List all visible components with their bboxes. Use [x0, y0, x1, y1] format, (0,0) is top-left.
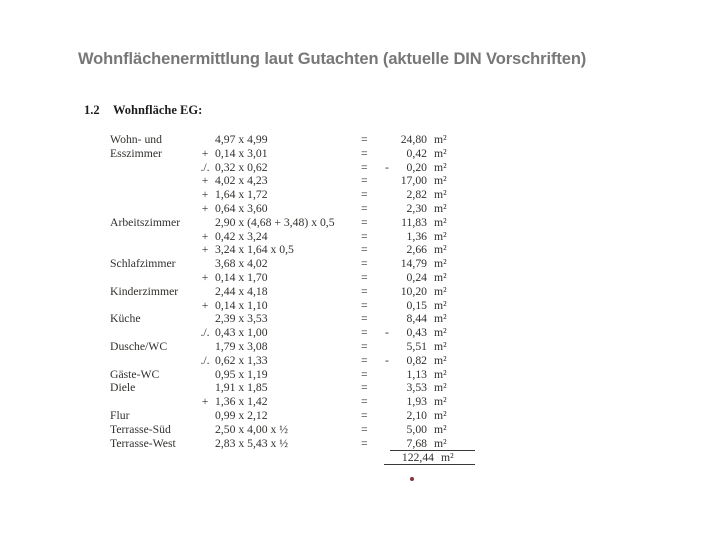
row-expression: 0,14 x 1,70: [215, 270, 268, 284]
row-value: 2,10: [406, 408, 427, 422]
table-row: [110, 312, 463, 326]
row-unit: m²: [434, 436, 447, 450]
row-value: 3,53: [406, 381, 427, 395]
row-value: 0,15: [406, 298, 427, 312]
row-equals-sign: =: [361, 229, 368, 243]
row-equals-sign: =: [361, 395, 368, 409]
row-operator: [195, 368, 215, 382]
row-minus-sign: [383, 368, 397, 382]
total-unit: m²: [441, 451, 454, 464]
row-operator: [195, 423, 215, 437]
row-expression: 1,36 x 1,42: [215, 395, 268, 409]
row-unit: m²: [434, 133, 447, 146]
row-operator: [195, 133, 215, 147]
row-operator: [195, 312, 215, 326]
row-minus-sign: [383, 202, 397, 216]
row-equals-sign: =: [361, 160, 368, 174]
row-equals-sign: =: [361, 133, 368, 146]
row-room-label: Diele: [110, 381, 136, 395]
row-room-label: [110, 395, 195, 409]
table-row: [110, 326, 463, 340]
row-unit: m²: [434, 395, 447, 409]
row-equals-sign: =: [361, 339, 368, 353]
row-value: 0,43: [406, 326, 427, 340]
row-expression: 1,64 x 1,72: [215, 188, 268, 202]
table-row: [110, 395, 463, 409]
row-equals-sign: =: [361, 381, 368, 395]
row-room-label: Kinderzimmer: [110, 284, 179, 298]
row-value: 14,79: [400, 257, 427, 271]
row-room-label: Terrasse-Süd: [110, 422, 171, 436]
row-unit: m²: [434, 229, 447, 243]
row-equals-sign: =: [361, 284, 368, 298]
row-room-label: [110, 271, 195, 285]
row-unit: m²: [434, 381, 447, 395]
row-minus-sign: -: [385, 160, 389, 174]
row-operator: ./.: [200, 160, 210, 174]
row-unit: m²: [434, 215, 447, 229]
row-value: 2,82: [406, 188, 427, 202]
section-number: 1.2: [84, 103, 100, 117]
row-expression: 0,42 x 3,24: [215, 229, 268, 243]
row-value: 0,24: [406, 270, 427, 284]
row-expression: 1,79 x 3,08: [215, 339, 268, 353]
row-expression: 2,83 x 5,43 x ½: [215, 436, 289, 450]
total-value: 122,44: [401, 451, 434, 464]
table-row: [110, 216, 463, 230]
row-unit: m²: [434, 160, 447, 174]
row-expression: 2,50 x 4,00 x ½: [215, 422, 289, 436]
row-equals-sign: =: [361, 270, 368, 284]
row-value: 1,36: [406, 229, 427, 243]
row-value: 2,66: [406, 243, 427, 257]
row-room-label: [110, 188, 195, 202]
row-unit: m²: [434, 243, 447, 257]
row-value: 1,93: [406, 395, 427, 409]
row-unit: m²: [434, 353, 447, 367]
row-minus-sign: [383, 340, 397, 354]
row-value: 1,13: [406, 367, 427, 381]
row-equals-sign: =: [361, 312, 368, 326]
row-operator: +: [201, 174, 209, 188]
row-operator: [195, 409, 215, 423]
table-row: [110, 174, 463, 188]
row-room-label: Terrasse-West: [110, 436, 176, 450]
row-equals-sign: =: [361, 298, 368, 312]
row-minus-sign: -: [385, 326, 389, 340]
table-row: [110, 147, 463, 161]
row-minus-sign: [383, 188, 397, 202]
row-room-label: Arbeitszimmer: [110, 215, 181, 229]
row-room-label: Schlafzimmer: [110, 257, 176, 271]
row-equals-sign: =: [361, 257, 368, 271]
row-minus-sign: [383, 312, 397, 326]
row-minus-sign: -: [385, 353, 389, 367]
row-unit: m²: [434, 408, 447, 422]
row-expression: 0,64 x 3,60: [215, 201, 268, 215]
row-unit: m²: [434, 422, 447, 436]
row-unit: m²: [434, 270, 447, 284]
row-minus-sign: [383, 257, 397, 271]
calc-table: [110, 133, 463, 450]
row-unit: m²: [434, 367, 447, 381]
row-unit: m²: [434, 339, 447, 353]
row-equals-sign: =: [361, 188, 368, 202]
row-unit: m²: [434, 326, 447, 340]
total-row: [370, 451, 454, 465]
row-expression: 1,91 x 1,85: [215, 381, 268, 395]
row-value: 11,83: [401, 215, 427, 229]
row-minus-sign: [383, 299, 397, 313]
row-equals-sign: =: [361, 243, 368, 257]
row-room-label: [110, 230, 195, 244]
row-value: 5,00: [406, 422, 427, 436]
row-minus-sign: [383, 395, 397, 409]
row-room-label: [110, 354, 195, 368]
row-minus-sign: [383, 409, 397, 423]
row-operator: +: [201, 395, 209, 409]
row-unit: m²: [434, 298, 447, 312]
table-row: [110, 188, 463, 202]
row-value: 8,44: [406, 312, 427, 326]
row-minus-sign: [383, 381, 397, 395]
table-row: [110, 285, 463, 299]
row-unit: m²: [434, 201, 447, 215]
row-expression: 2,39 x 3,53: [215, 312, 268, 326]
row-operator: +: [201, 188, 209, 202]
table-row: [110, 354, 463, 368]
row-value: 5,51: [406, 339, 427, 353]
table-row: [110, 437, 463, 451]
table-row: [110, 133, 463, 147]
row-value: 0,20: [406, 160, 427, 174]
row-operator: +: [201, 243, 209, 257]
row-unit: m²: [434, 174, 447, 188]
table-row: [110, 161, 463, 175]
row-room-label: Wohn- und: [110, 133, 162, 146]
row-operator: +: [201, 146, 209, 160]
row-value: 17,00: [400, 174, 427, 188]
row-room-label: Esszimmer: [110, 146, 162, 160]
document-title: Wohnflächenermittlung laut Gutachten (aktuelle DIN Vorschriften): [78, 50, 587, 68]
row-value: 2,30: [406, 201, 427, 215]
row-room-label: [110, 326, 195, 340]
row-operator: [195, 340, 215, 354]
table-row: [110, 243, 463, 257]
row-operator: [195, 216, 215, 230]
row-room-label: [110, 202, 195, 216]
row-operator: ./.: [200, 353, 210, 367]
row-room-label: Flur: [110, 408, 130, 422]
row-equals-sign: =: [361, 353, 368, 367]
row-room-label: [110, 161, 195, 175]
row-room-label: [110, 174, 195, 188]
row-expression: 4,02 x 4,23: [215, 174, 268, 188]
row-expression: 3,24 x 1,64 x 0,5: [215, 243, 294, 257]
row-value: 10,20: [400, 284, 427, 298]
row-value: 0,82: [406, 353, 427, 367]
row-minus-sign: [383, 243, 397, 257]
row-minus-sign: [383, 285, 397, 299]
table-row: [110, 368, 463, 382]
row-operator: +: [201, 298, 209, 312]
row-unit: m²: [434, 188, 447, 202]
row-operator: +: [201, 229, 209, 243]
row-operator: [195, 437, 215, 451]
table-row: [110, 202, 463, 216]
table-row: [110, 423, 463, 437]
row-expression: 3,68 x 4,02: [215, 257, 268, 271]
total-rule: [384, 464, 475, 465]
section-title: Wohnfläche EG:: [113, 103, 203, 117]
row-value: 24,80: [400, 133, 427, 146]
row-room-label: Küche: [110, 312, 141, 326]
row-room-label: [110, 243, 195, 257]
row-expression: 0,62 x 1,33: [215, 353, 268, 367]
row-operator: +: [201, 201, 209, 215]
row-operator: +: [201, 270, 209, 284]
row-expression: 0,99 x 2,12: [215, 408, 268, 422]
row-minus-sign: [383, 271, 397, 285]
row-unit: m²: [434, 312, 447, 326]
table-row: [110, 381, 463, 395]
row-value: 7,68: [406, 436, 427, 450]
row-room-label: Gäste-WC: [110, 367, 160, 381]
table-row: [110, 299, 463, 313]
row-expression: 4,97 x 4,99: [215, 133, 268, 146]
row-expression: 0,14 x 1,10: [215, 298, 268, 312]
row-minus-sign: [383, 230, 397, 244]
row-unit: m²: [434, 146, 447, 160]
row-minus-sign: [383, 216, 397, 230]
row-value: 0,42: [406, 146, 427, 160]
row-minus-sign: [383, 174, 397, 188]
table-row: [110, 230, 463, 244]
section-heading: [84, 103, 202, 118]
table-row: [110, 271, 463, 285]
row-expression: 0,95 x 1,19: [215, 367, 268, 381]
row-expression: 2,44 x 4,18: [215, 284, 268, 298]
row-expression: 0,14 x 3,01: [215, 146, 268, 160]
red-dot-marker: [410, 477, 414, 481]
row-expression: 0,32 x 0,62: [215, 160, 268, 174]
row-operator: ./.: [200, 326, 210, 340]
row-equals-sign: =: [361, 201, 368, 215]
row-expression: 0,43 x 1,00: [215, 326, 268, 340]
row-minus-sign: [383, 437, 397, 451]
row-equals-sign: =: [361, 367, 368, 381]
row-operator: [195, 285, 215, 299]
table-row: [110, 409, 463, 423]
row-minus-sign: [383, 423, 397, 437]
row-unit: m²: [434, 257, 447, 271]
table-row: [110, 257, 463, 271]
row-unit: m²: [434, 284, 447, 298]
row-equals-sign: =: [361, 408, 368, 422]
row-minus-sign: [383, 133, 397, 147]
row-room-label: Dusche/WC: [110, 339, 168, 353]
row-minus-sign: [383, 147, 397, 161]
row-equals-sign: =: [361, 215, 368, 229]
row-expression: 2,90 x (4,68 + 3,48) x 0,5: [215, 215, 335, 229]
row-equals-sign: =: [361, 146, 368, 160]
row-room-label: [110, 299, 195, 313]
row-operator: [195, 257, 215, 271]
table-row: [110, 340, 463, 354]
row-equals-sign: =: [361, 436, 368, 450]
row-equals-sign: =: [361, 174, 368, 188]
row-equals-sign: =: [361, 326, 368, 340]
row-operator: [195, 381, 215, 395]
row-equals-sign: =: [361, 422, 368, 436]
